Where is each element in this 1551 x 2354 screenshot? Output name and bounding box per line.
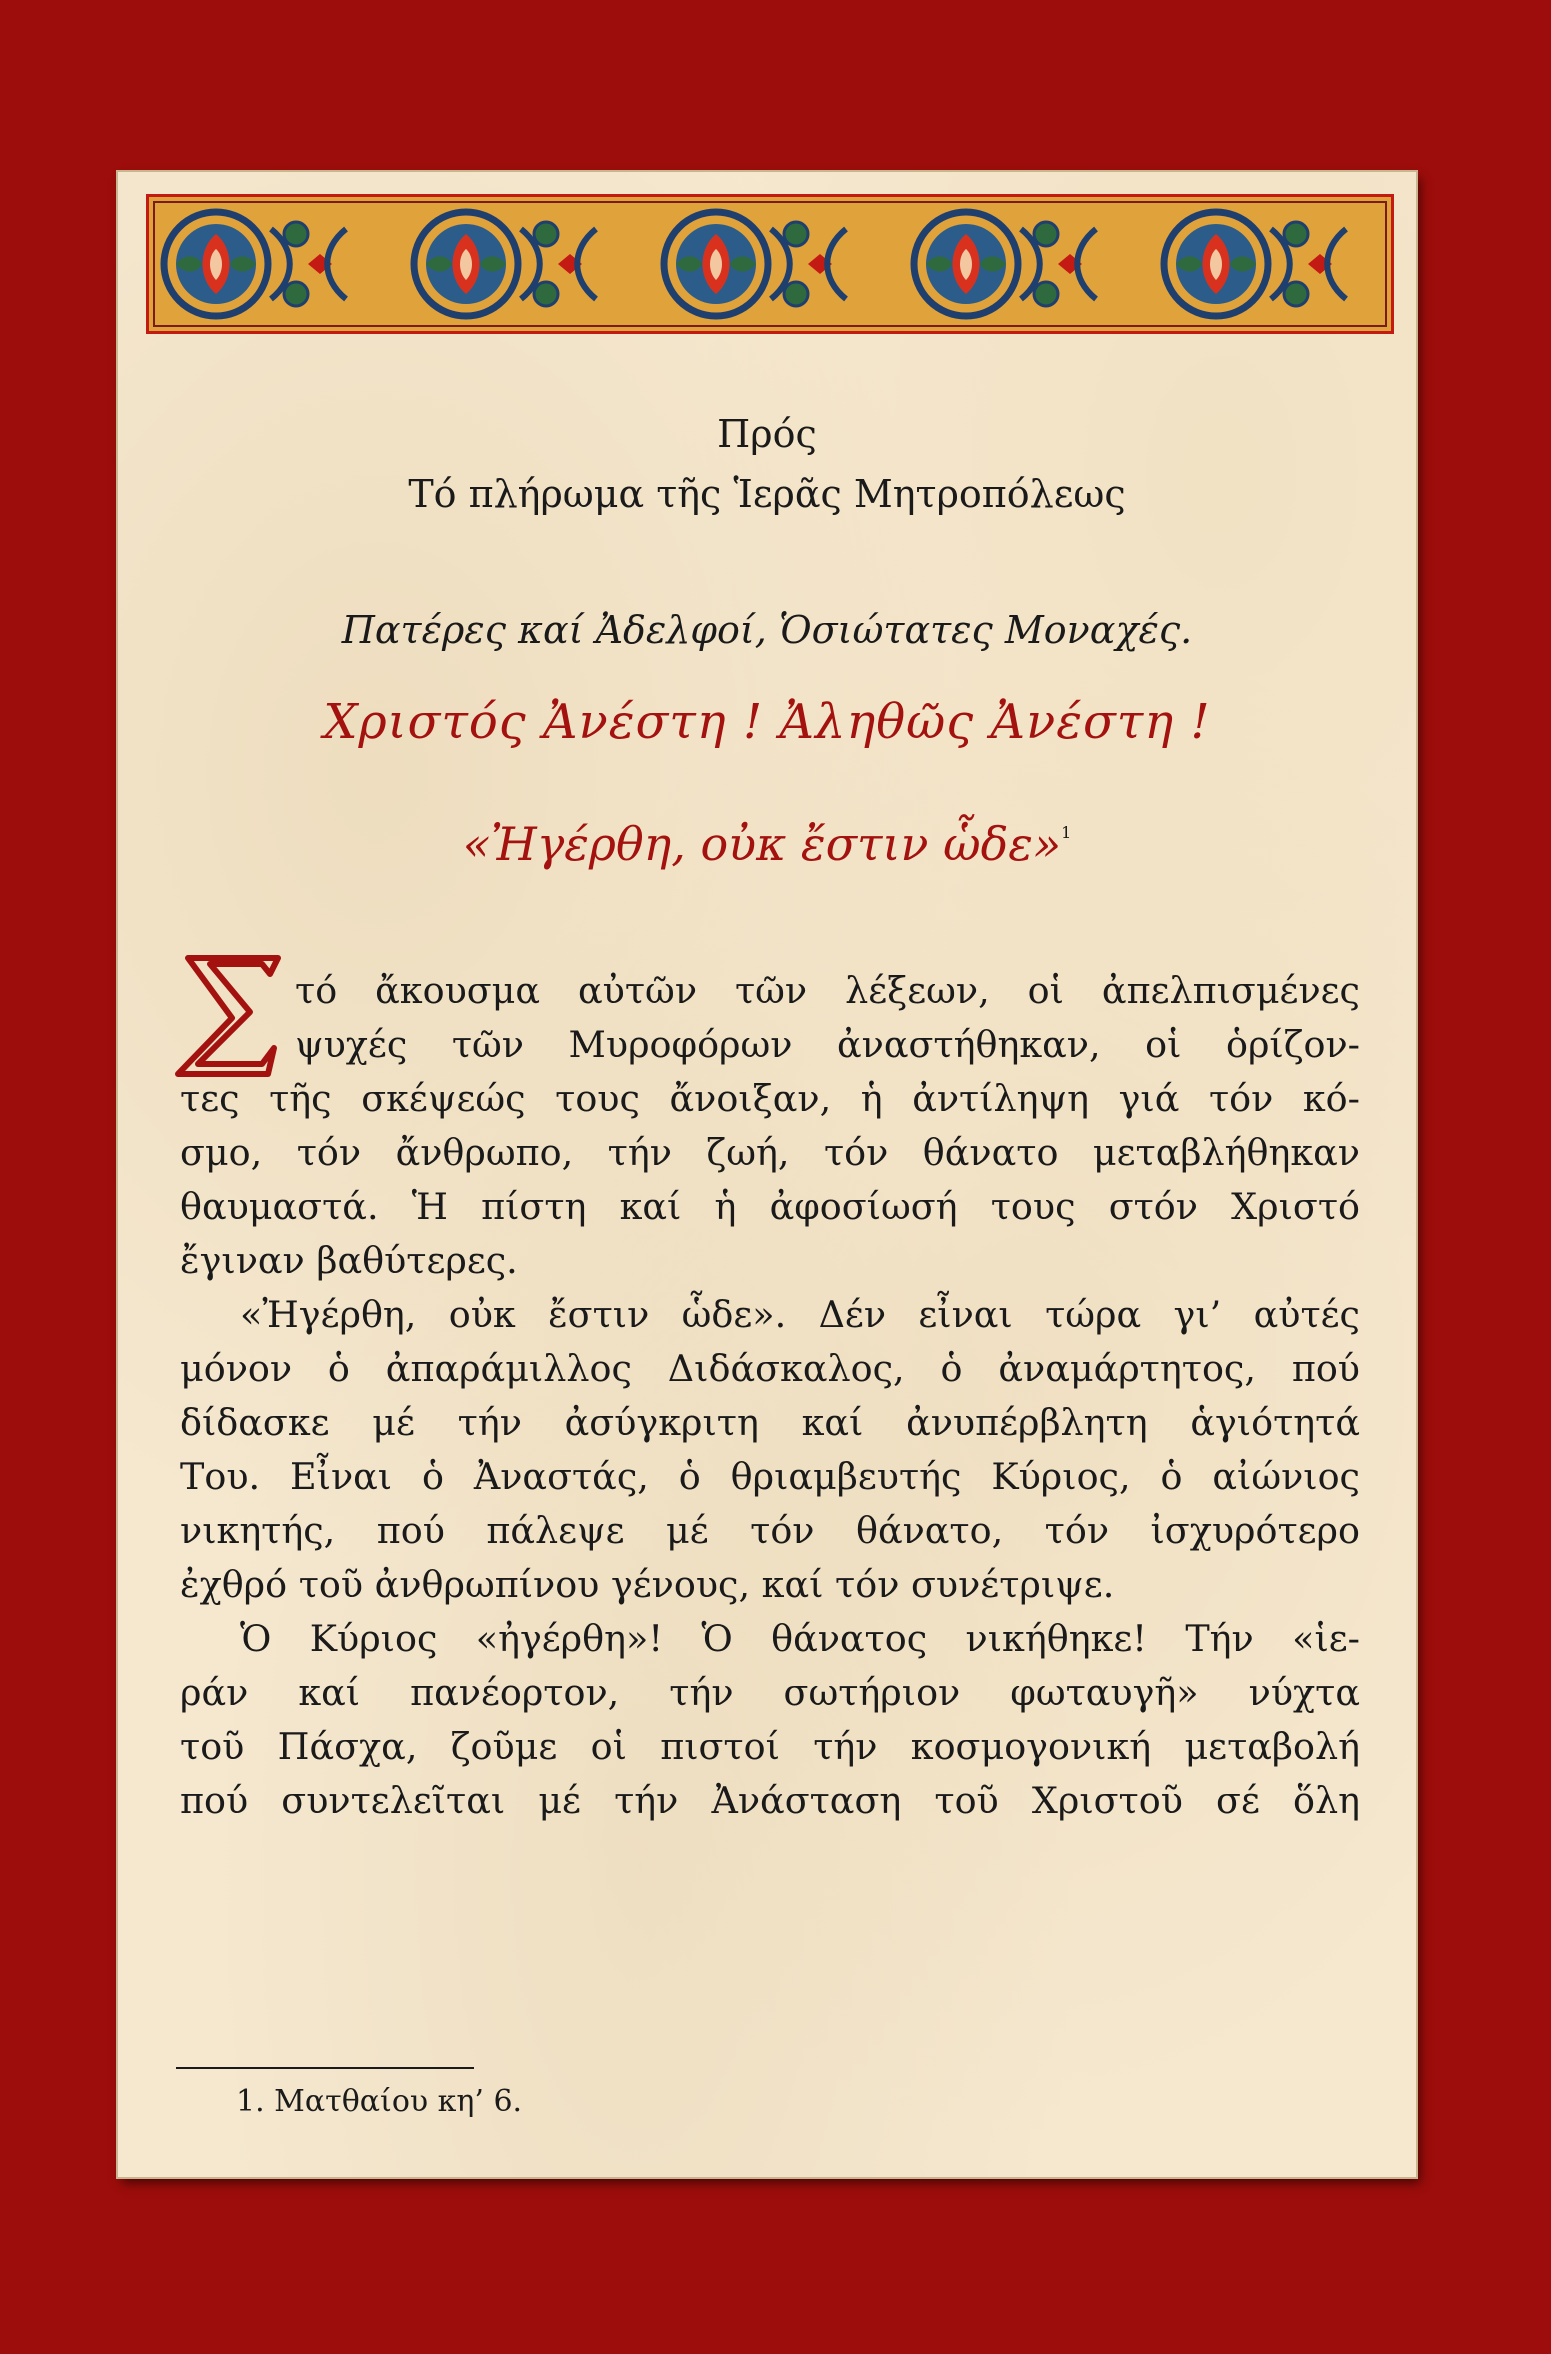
footnote: 1. Ματθαίου κη’ 6. [236, 2084, 523, 2119]
body-line: Ὁ Κύριος «ἠγέρθη»! Ὁ θάνατος νικήθηκε! Τήν «ἱε- [240, 1617, 1360, 1660]
body-line: ἔγιναν βαθύτερες. [180, 1239, 518, 1282]
body-line: νικητής, πού πάλεψε μέ τόν θάνατο, τόν ἰσχυρότερο [180, 1509, 1360, 1552]
body-line: ψυχές τῶν Μυροφόρων ἀναστήθηκαν, οἱ ὁρίζον- [295, 1023, 1360, 1066]
body-line: τό ἄκουσμα αὐτῶν τῶν λέξεων, οἱ ἀπελπισμένες [295, 969, 1360, 1012]
addressee-line-2: Τό πλήρωμα τῆς Ἱερᾶς Μητροπόλεως [408, 472, 1126, 516]
decorative-header-ornament [146, 194, 1394, 334]
footnote-divider [176, 2067, 474, 2069]
body-line: τοῦ Πάσχα, ζοῦμε οἱ πιστοί τήν κοσμογονική μεταβολή [180, 1725, 1360, 1768]
body-line: ἐχθρό τοῦ ἀνθρωπίνου γένους, καί τόν συνέτριψε. [180, 1563, 1115, 1606]
body-line: σμο, τόν ἄνθρωπο, τήν ζωή, τόν θάνατο μεταβλήθηκαν [180, 1131, 1360, 1174]
document-page [118, 172, 1416, 2177]
body-line: ράν καί πανέορτον, τήν σωτήριον φωταυγῆ» νύχτα [180, 1671, 1360, 1714]
body-line: θαυμαστά. Ἡ πίστη καί ἡ ἀφοσίωσή τους στόν Χριστό [180, 1185, 1360, 1228]
body-line: Του. Εἶναι ὁ Ἀναστάς, ὁ θριαμβευτής Κύριος, ὁ αἰώνιος [180, 1455, 1360, 1498]
footnote-marker: 1 [1061, 823, 1072, 842]
drop-cap-letter: Σ [170, 950, 171, 951]
epigraph [118, 817, 1416, 871]
epigraph-text: «Ἠγέρθη, οὐκ ἔστιν ὧδε» [462, 817, 1062, 871]
body-line: δίδασκε μέ τήν ἀσύγκριτη καί ἀνυπέρβλητη ἁγιότητά [180, 1401, 1360, 1444]
letter-body [180, 964, 1360, 1828]
paschal-greeting: Χριστός Ἀνέστη ! Ἀληθῶς Ἀνέστη ! [323, 694, 1211, 750]
body-line: τες τῆς σκέψεώς τους ἄνοιξαν, ἡ ἀντίληψη γιά τόν κό- [180, 1077, 1360, 1120]
body-line: «Ἠγέρθη, οὐκ ἔστιν ὧδε». Δέν εἶναι τώρα γι’ αὐτές [240, 1293, 1360, 1336]
addressee-line-1: Πρός [717, 412, 817, 456]
body-line: μόνον ὁ ἀπαράμιλλος Διδάσκαλος, ὁ ἀναμάρτητος, πού [180, 1347, 1360, 1390]
body-line: πού συντελεῖται μέ τήν Ἀνάσταση τοῦ Χριστοῦ σέ ὅλη [180, 1779, 1360, 1822]
salutation: Πατέρες καί Ἀδελφοί, Ὁσιώτατες Μοναχές. [341, 608, 1193, 652]
